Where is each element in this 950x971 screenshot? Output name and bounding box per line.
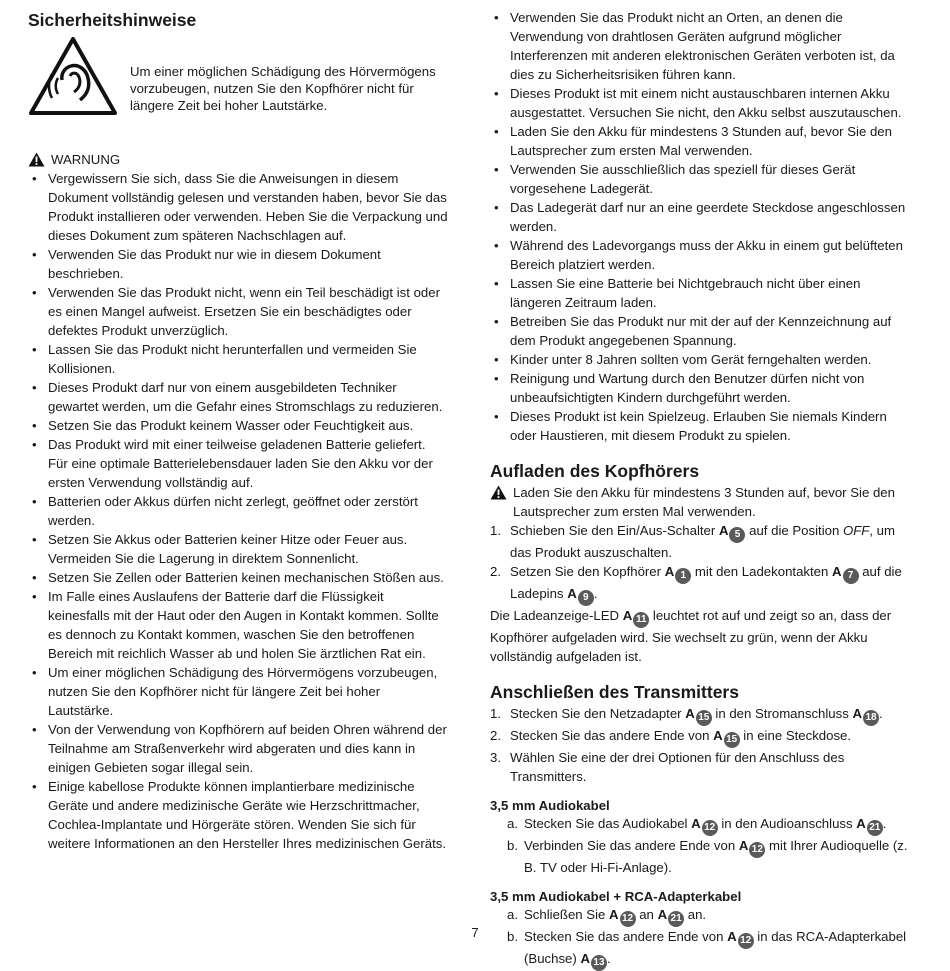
list-item: • Während des Ladevorgangs muss der Akku in einem gut belüfteten Bereich platziert werden. bbox=[490, 236, 910, 274]
list-item: 3. Wählen Sie eine der drei Optionen für den Anschluss des Transmitters. bbox=[490, 750, 845, 784]
list-item: • Dieses Produkt darf nur von einem ausgebildeten Techniker gewartet werden, um die Gefahr eines Stromschlags zu reduzieren. bbox=[28, 378, 448, 416]
callout-badge: 12 bbox=[749, 842, 765, 858]
list-item: • Batterien oder Akkus dürfen nicht zerlegt, geöffnet oder zerstört werden. bbox=[28, 492, 448, 530]
list-item: • Verwenden Sie ausschließlich das speziell für dieses Gerät vorgesehene Ladegerät. bbox=[490, 160, 910, 198]
hearing-warning-icon bbox=[28, 36, 118, 116]
warning-list-left bbox=[28, 169, 448, 853]
subheading-audio-cable: 3,5 mm Audiokabel bbox=[490, 798, 610, 813]
list-item: • Um einer möglichen Schädigung des Hörvermögens vorzubeugen, nutzen Sie den Kopfhörer nicht für längere Zeit bei hoher Lautstärke. bbox=[28, 663, 448, 720]
list-item: • Setzen Sie das Produkt keinem Wasser oder Feuchtigkeit aus. bbox=[28, 416, 448, 435]
warning-label: WARNUNG bbox=[51, 152, 121, 167]
warning-heading bbox=[28, 150, 448, 169]
section-title-charging: Aufladen des Kopfhörers bbox=[490, 461, 700, 481]
callout-badge: 15 bbox=[696, 710, 712, 726]
list-item: • Verwenden Sie das Produkt nicht an Orten, an denen die Verwendung von drahtlosen Geräten aufgrund möglicher Interferenzen mit anderen elektronischen Geräten verboten ist, da dies zu Sicherheitsrisiken führen kann. bbox=[490, 8, 910, 84]
charging-section bbox=[490, 459, 910, 666]
subheading-rca-cable: 3,5 mm Audiokabel + RCA-Adapterkabel bbox=[490, 889, 742, 904]
list-item: 2. Setzen Sie den Kopfhörer A 1 mit den Ladekontakten A 7 auf die Ladepins A 9 . bbox=[490, 562, 910, 606]
list-item: • Lassen Sie das Produkt nicht herunterfallen und vermeiden Sie Kollisionen. bbox=[28, 340, 448, 378]
section-title-safety: Sicherheitshinweise bbox=[28, 10, 197, 30]
callout-badge: 18 bbox=[863, 710, 879, 726]
callout-badge: 1 bbox=[675, 568, 691, 584]
list-item: 1. Schieben Sie den Ein/Aus-Schalter A 5 auf die Position OFF, um das Produkt auszuschalten. bbox=[490, 523, 896, 560]
list-item: • Dieses Produkt ist mit einem nicht austauschbaren internen Akku ausgestattet. Versuchen Sie nicht, den Akku selbst auszutauschen. bbox=[490, 84, 910, 122]
left-column bbox=[28, 8, 448, 853]
list-item: • Einige kabellose Produkte können implantierbare medizinische Geräte und andere medizinische Geräte wie Herzschrittmacher, Cochlea-Implantate und Hörgeräte stören. Wenden Sie sich für weitere Informationen an den Hersteller Ihres medizinischen Geräts. bbox=[28, 777, 448, 853]
audio-cable-steps bbox=[490, 814, 910, 877]
list-item: • Das Ladegerät darf nur an eine geerdete Steckdose angeschlossen werden. bbox=[490, 198, 910, 236]
list-item: b. Stecken Sie das andere Ende von A 12 in das RCA-Adapterkabel (Buchse) A 13 . bbox=[490, 927, 910, 971]
list-item: • Verwenden Sie das Produkt nicht, wenn ein Teil beschädigt ist oder es einen Mangel aufweist. Ersetzen Sie ein beschädigtes oder defektes Produkt unverzüglich. bbox=[28, 283, 448, 340]
callout-badge: 21 bbox=[668, 911, 684, 927]
callout-badge: 12 bbox=[620, 911, 636, 927]
callout-badge: 15 bbox=[724, 732, 740, 748]
callout-badge: 12 bbox=[702, 820, 718, 836]
list-item: • Betreiben Sie das Produkt nur mit der auf der Kennzeichnung auf dem Produkt angegebenen Spannung. bbox=[490, 312, 910, 350]
list-item: • Setzen Sie Zellen oder Batterien keinen mechanischen Stößen aus. bbox=[28, 568, 448, 587]
page-number: 7 bbox=[471, 925, 479, 940]
list-item: • Dieses Produkt ist kein Spielzeug. Erlauben Sie niemals Kindern oder Haustieren, mit diesem Produkt zu spielen. bbox=[490, 407, 910, 445]
callout-badge: 9 bbox=[578, 590, 594, 606]
list-item: • Laden Sie den Akku für mindestens 3 Stunden auf, bevor Sie den Lautsprecher zum ersten Mal verwenden. bbox=[490, 122, 910, 160]
list-item: b. Verbinden Sie das andere Ende von A 12 mit Ihrer Audioquelle (z. B. TV oder Hi-Fi-Anlage). bbox=[507, 838, 908, 875]
section-title-transmitter: Anschließen des Transmitters bbox=[490, 682, 739, 702]
callout-badge: 12 bbox=[738, 933, 754, 949]
list-item: • Setzen Sie Akkus oder Batterien keiner Hitze oder Feuer aus. Vermeiden Sie die Lagerung in direktem Sonnenlicht. bbox=[28, 530, 448, 568]
list-item: • Von der Verwendung von Kopfhörern auf beiden Ohren während der Teilnahme am Straßenverkehr wird abgeraten und dies kann in einigen Gebieten sogar illegal sein. bbox=[28, 720, 448, 777]
charging-note-text: Laden Sie den Akku für mindestens 3 Stunden auf, bevor Sie den Lautsprecher zum ersten Mal verwenden. bbox=[513, 485, 895, 519]
charging-note bbox=[490, 483, 910, 521]
right-column bbox=[490, 8, 910, 971]
list-item: • Im Falle eines Auslaufens der Batterie darf die Flüssigkeit keinesfalls mit der Haut oder den Augen in Kontakt kommen. Sollte es dennoch zu Kontakt kommen, waschen Sie den betroffenen Bereich mit reichlich Wasser ab und holen Sie ärztlichen Rat ein. bbox=[28, 587, 448, 663]
list-item: a. Schließen Sie A 12 an A 21 an. bbox=[490, 905, 910, 927]
list-item: a. Stecken Sie das Audiokabel A 12 in den Audioanschluss A 21 . bbox=[490, 814, 910, 836]
callout-badge: 5 bbox=[729, 527, 745, 543]
charging-steps bbox=[490, 521, 910, 606]
list-item: • Das Produkt wird mit einer teilweise geladenen Batterie geliefert. Für eine optimale Batterielebensdauer laden Sie den Akku vor der ersten Verwendung vollständig auf. bbox=[28, 435, 448, 492]
intro-block bbox=[28, 8, 448, 138]
callout-badge: 7 bbox=[843, 568, 859, 584]
callout-badge: 13 bbox=[591, 955, 607, 971]
list-item: • Kinder unter 8 Jahren sollten vom Gerät ferngehalten werden. bbox=[490, 350, 910, 369]
list-item: • Lassen Sie eine Batterie bei Nichtgebrauch nicht über einen längeren Zeitraum laden. bbox=[490, 274, 910, 312]
warning-triangle-icon bbox=[490, 485, 507, 500]
list-item: 1. Stecken Sie den Netzadapter A 15 in den Stromanschluss A 18 . bbox=[490, 704, 910, 726]
list-item: • Reinigung und Wartung durch den Benutzer dürfen nicht von unbeaufsichtigten Kindern durchgeführt werden. bbox=[490, 369, 910, 407]
warning-list-right bbox=[490, 8, 910, 445]
intro-text: Um einer möglichen Schädigung des Hörvermögens vorzubeugen, nutzen Sie den Kopfhörer nicht für längere Zeit bei hoher Lautstärke. bbox=[130, 64, 436, 113]
list-item: • Verwenden Sie das Produkt nur wie in diesem Dokument beschrieben. bbox=[28, 245, 448, 283]
callout-badge: 11 bbox=[633, 612, 649, 628]
warning-triangle-icon bbox=[28, 152, 45, 167]
led-paragraph: Die Ladeanzeige-LED A 11 leuchtet rot auf und zeigt so an, dass der Kopfhörer aufgeladen wird. Sie wechselt zu grün, wenn der Akku vollständig aufgeladen ist. bbox=[490, 608, 892, 664]
list-item: 2. Stecken Sie das andere Ende von A 15 in eine Steckdose. bbox=[490, 726, 910, 748]
transmitter-steps bbox=[490, 704, 910, 786]
callout-badge: 21 bbox=[867, 820, 883, 836]
list-item: • Vergewissern Sie sich, dass Sie die Anweisungen in diesem Dokument vollständig gelesen und verstanden haben, bevor Sie das Produkt installieren oder verwenden. Heben Sie die Verpackung und dieses Dokument zum späteren Nachschlagen auf. bbox=[28, 169, 448, 245]
